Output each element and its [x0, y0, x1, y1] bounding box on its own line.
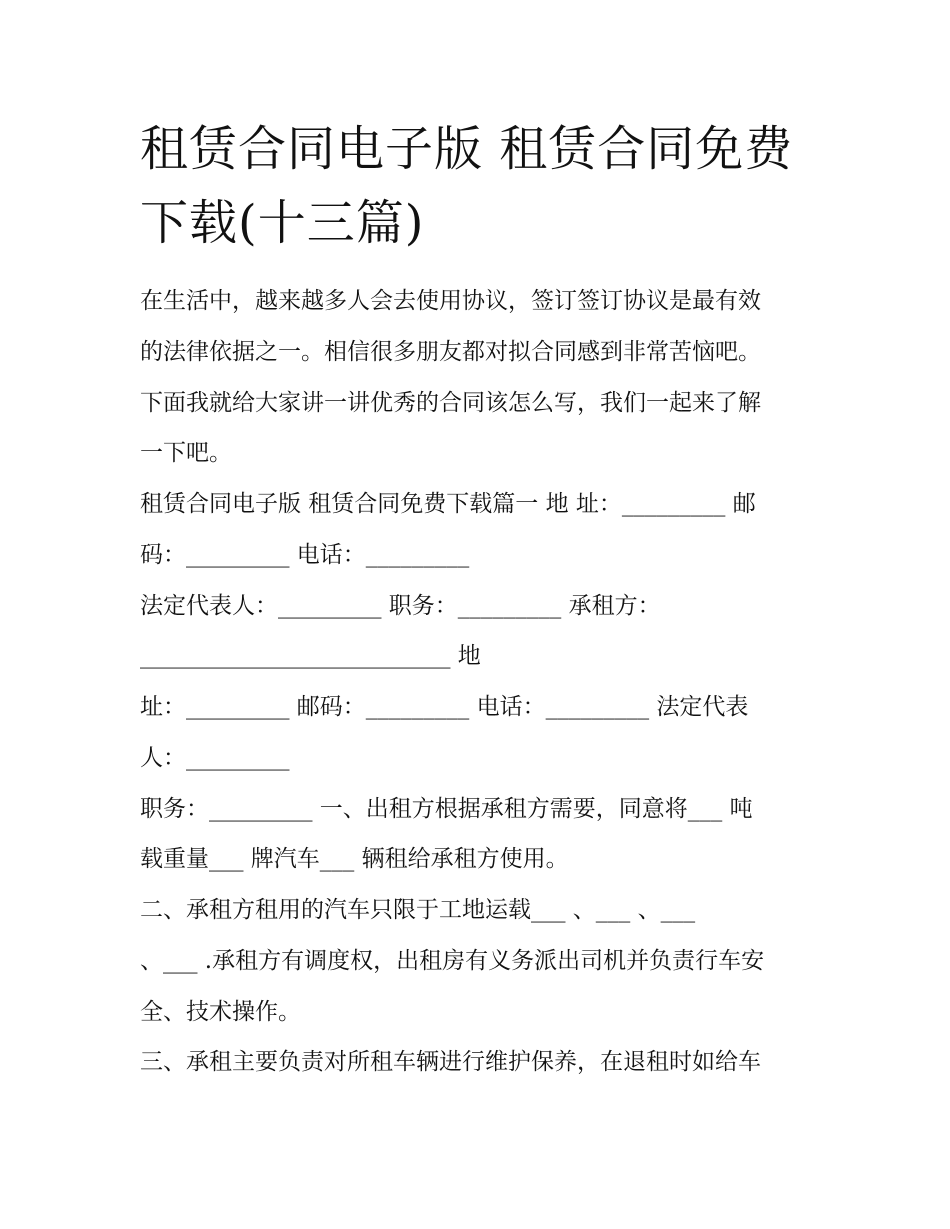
body-line-16: 三、承租主要负责对所租车辆进行维护保养，在退租时如给车	[140, 1049, 761, 1075]
body-line-2: 的法律依据之一。相信很多朋友都对拟合同感到非常苦恼吧。	[140, 339, 761, 365]
body-line-3: 下面我就给大家讲一讲优秀的合同该怎么写，我们一起来了解	[140, 390, 761, 416]
body-line-5: 租赁合同电子版 租赁合同免费下载篇一 地 址：_________ 邮	[140, 491, 756, 517]
document-title: 租赁合同电子版 租赁合同免费下载(十三篇)	[140, 121, 794, 251]
body-line-12: 载重量___ 牌汽车___ 辆租给承租方使用。	[140, 846, 569, 872]
body-line-4: 一下吧。	[140, 440, 232, 466]
body-line-6: 码：_________ 电话：_________	[140, 542, 470, 568]
body-line-8: ___________________________ 地	[140, 643, 481, 669]
body-line-15: 全、技术操作。	[140, 999, 301, 1025]
body-line-7: 法定代表人：_________ 职务：_________ 承租方：	[140, 593, 661, 619]
body-line-10: 人：_________	[140, 745, 290, 771]
body-line-13: 二、承租方租用的汽车只限于工地运载___ 、___ 、___	[140, 897, 696, 923]
body-line-11: 职务：_________ 一、出租方根据承租方需要，同意将___ 吨	[140, 796, 753, 822]
body-line-1: 在生活中，越来越多人会去使用协议，签订签订协议是最有效	[140, 288, 761, 314]
body-line-14: 、___ .承租方有调度权，出租房有义务派出司机并负责行车安	[140, 948, 765, 974]
body-line-9: 址：_________ 邮码：_________ 电话：_________ 法定代表	[140, 694, 749, 720]
